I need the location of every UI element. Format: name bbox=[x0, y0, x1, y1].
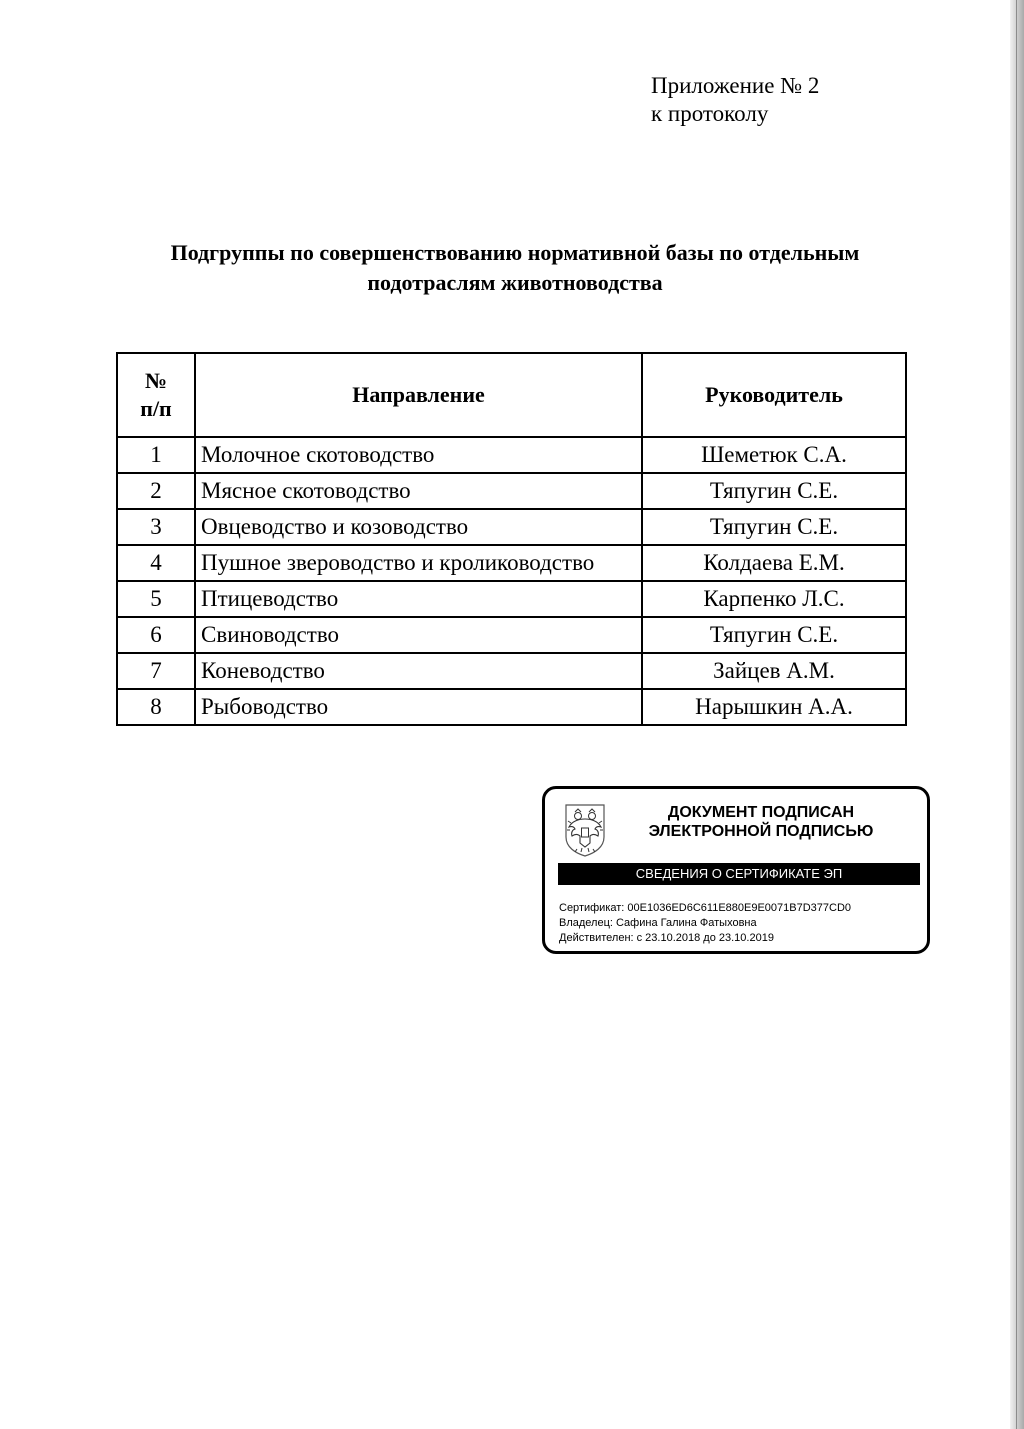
page-edge-shadow bbox=[1010, 0, 1024, 1429]
coat-of-arms-icon bbox=[563, 803, 607, 857]
subgroups-table bbox=[116, 352, 907, 726]
appendix-number: Приложение № 2 bbox=[651, 73, 820, 98]
row-direction: Коневодство bbox=[195, 653, 642, 689]
row-head: Нарышкин А.А. bbox=[642, 689, 906, 725]
row-direction: Пушное звероводство и кролиководство bbox=[195, 545, 642, 581]
row-head: Колдаева Е.М. bbox=[642, 545, 906, 581]
appendix-label bbox=[651, 72, 819, 128]
header-head: Руководитель bbox=[642, 353, 906, 437]
row-direction: Молочное скотоводство bbox=[195, 437, 642, 473]
header-number-abbr: п/п bbox=[140, 396, 172, 421]
certificate-number: Сертификат: 00E1036ED6C611E880E9E0071B7D377CD0 bbox=[559, 902, 852, 914]
stamp-title bbox=[621, 803, 901, 841]
table-row bbox=[117, 689, 906, 725]
row-direction: Рыбоводство bbox=[195, 689, 642, 725]
row-number: 4 bbox=[117, 545, 195, 581]
stamp-title-line-2: ЭЛЕКТРОННОЙ ПОДПИСЬЮ bbox=[648, 823, 874, 840]
header-number bbox=[117, 353, 195, 437]
row-number: 6 bbox=[117, 617, 195, 653]
page-edge-line bbox=[1016, 0, 1017, 1429]
stamp-title-line-1: ДОКУМЕНТ ПОДПИСАН bbox=[667, 804, 855, 821]
row-number: 2 bbox=[117, 473, 195, 509]
certificate-validity: Действителен: с 23.10.2018 до 23.10.2019 bbox=[559, 932, 774, 944]
table-row bbox=[117, 545, 906, 581]
table-row bbox=[117, 581, 906, 617]
row-head: Тяпугин С.Е. bbox=[642, 473, 906, 509]
row-head: Тяпугин С.Е. bbox=[642, 617, 906, 653]
header-number-sign: № bbox=[144, 368, 168, 393]
table-header-row bbox=[117, 353, 906, 437]
row-number: 1 bbox=[117, 437, 195, 473]
row-number: 8 bbox=[117, 689, 195, 725]
appendix-reference: к протоколу bbox=[651, 101, 769, 126]
row-number: 3 bbox=[117, 509, 195, 545]
electronic-signature-stamp bbox=[542, 786, 930, 954]
row-direction: Овцеводство и козоводство bbox=[195, 509, 642, 545]
row-number: 5 bbox=[117, 581, 195, 617]
row-direction: Мясное скотоводство bbox=[195, 473, 642, 509]
certificate-details bbox=[559, 901, 851, 946]
row-number: 7 bbox=[117, 653, 195, 689]
row-head: Шеметюк С.А. bbox=[642, 437, 906, 473]
title-line-2: подотраслям животноводства bbox=[367, 270, 663, 295]
row-direction: Птицеводство bbox=[195, 581, 642, 617]
table-row bbox=[117, 509, 906, 545]
table-row bbox=[117, 473, 906, 509]
table-row bbox=[117, 653, 906, 689]
row-head: Тяпугин С.Е. bbox=[642, 509, 906, 545]
header-direction: Направление bbox=[195, 353, 642, 437]
document-title bbox=[100, 238, 930, 298]
title-line-1: Подгруппы по совершенствованию нормативной базы по отдельным bbox=[170, 240, 860, 265]
row-head: Карпенко Л.С. bbox=[642, 581, 906, 617]
table-row bbox=[117, 437, 906, 473]
row-direction: Свиноводство bbox=[195, 617, 642, 653]
table-row bbox=[117, 617, 906, 653]
certificate-header: СВЕДЕНИЯ О СЕРТИФИКАТЕ ЭП bbox=[558, 863, 920, 885]
certificate-owner: Владелец: Сафина Галина Фатыховна bbox=[559, 917, 757, 929]
row-head: Зайцев А.М. bbox=[642, 653, 906, 689]
